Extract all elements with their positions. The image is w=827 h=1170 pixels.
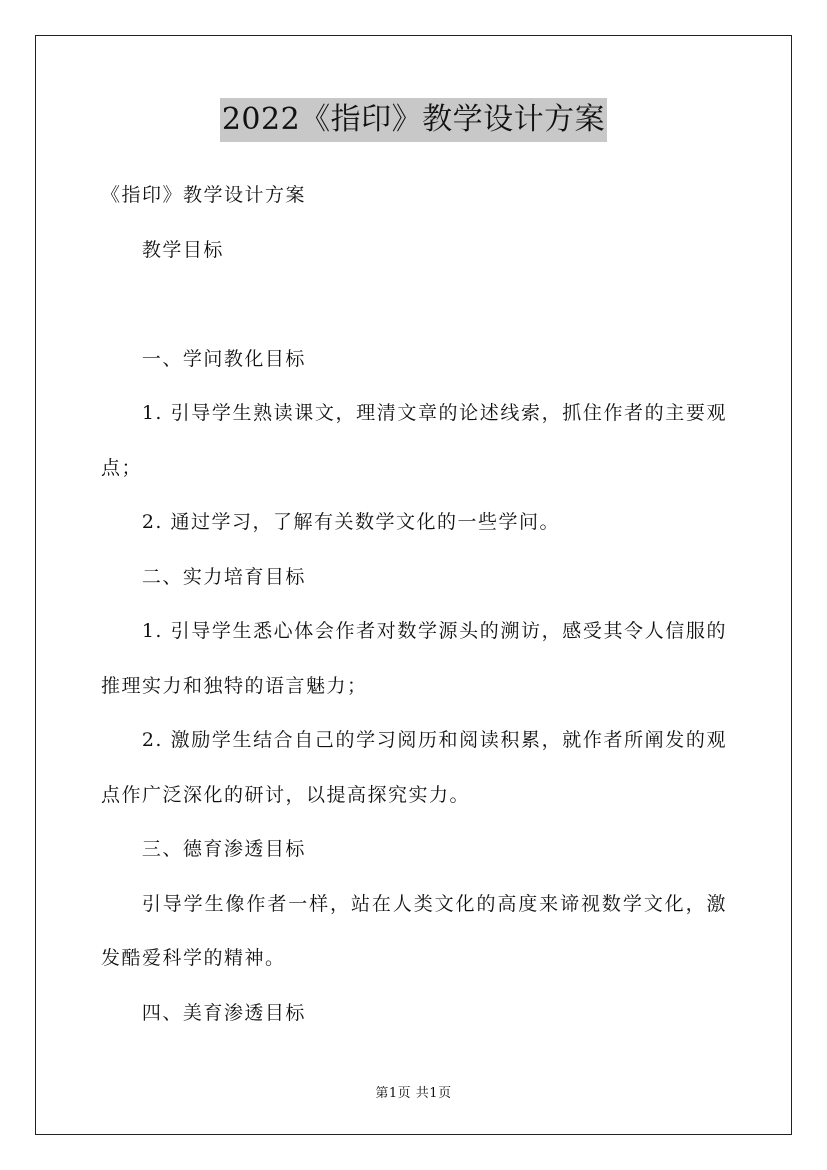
- paragraph-knowledge-2: 2. 通过学习，了解有关数学文化的一些学问。: [141, 511, 561, 533]
- section-heading-aesthetic: 四、美育渗透目标: [141, 1001, 306, 1024]
- section-heading-ability: 二、实力培育目标: [141, 565, 306, 588]
- title-container: [0, 98, 827, 142]
- page-footer: 第1页 共1页: [375, 1086, 452, 1101]
- document-title: 2022《指印》教学设计方案: [220, 98, 607, 142]
- section-heading-moral: 三、德育渗透目标: [141, 838, 306, 860]
- paragraph-ability-2: 2. 激励学生结合自己的学习阅历和阅读积累，就作者所阐发的观点作广泛深化的研讨，以提高探究实力。: [101, 729, 727, 806]
- paragraph-ability-1: 1. 引导学生悉心体会作者对数学源头的溯访，感受其令人信服的推理实力和独特的语言魅力；: [101, 620, 727, 697]
- paragraph-knowledge-1: 1. 引导学生熟读课文，理清文章的论述线索，抓住作者的主要观点；: [101, 402, 727, 479]
- section-heading-objectives: 教学目标: [141, 238, 224, 261]
- section-heading-knowledge: 一、学问教化目标: [141, 347, 306, 370]
- document-subtitle: 《指印》教学设计方案: [101, 184, 307, 206]
- document-body: [101, 168, 727, 1040]
- paragraph-moral: 引导学生像作者一样，站在人类文化的高度来谛视数学文化，激发酷爱科学的精神。: [101, 892, 727, 969]
- blank-line: [101, 277, 727, 332]
